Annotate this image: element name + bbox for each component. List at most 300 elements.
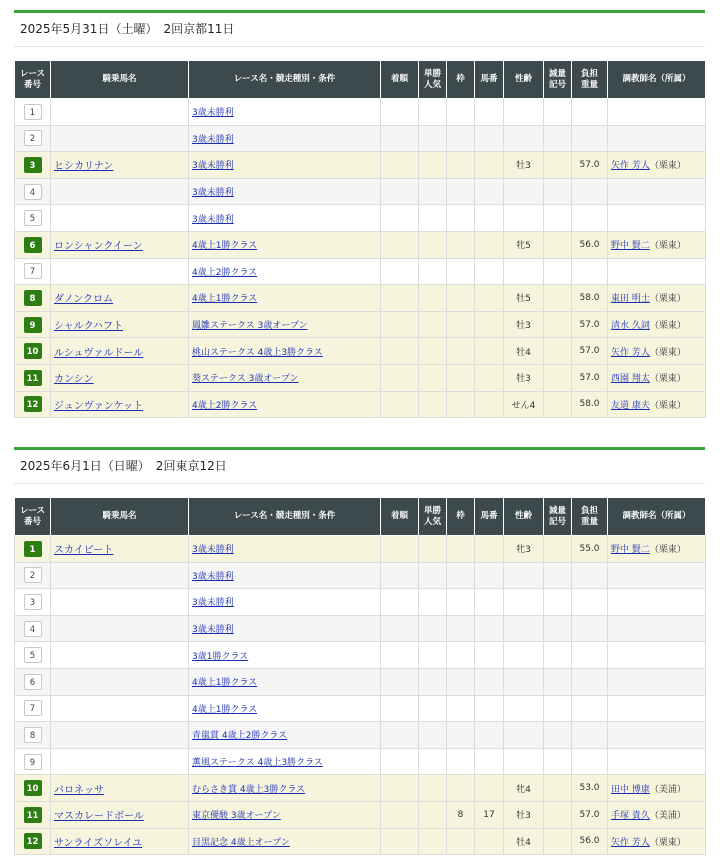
frame-number-cell	[447, 642, 475, 669]
trainer-name-link[interactable]: 田中 博康	[611, 784, 650, 795]
carried-weight-cell	[572, 668, 608, 695]
race-name-link[interactable]: 3歳未勝利	[192, 108, 234, 119]
finish-position-cell	[381, 801, 419, 828]
trainer-stable: （美浦）	[649, 811, 686, 822]
sex-age-cell: 牡4	[504, 338, 544, 365]
horse-name-link[interactable]: カンシン	[54, 374, 94, 386]
race-name-cell	[189, 391, 381, 418]
weight-reduction-cell	[544, 99, 572, 126]
trainer-cell	[608, 338, 706, 365]
win-popularity-cell	[419, 695, 447, 722]
finish-position-cell	[381, 536, 419, 563]
weight-reduction-cell	[544, 285, 572, 312]
header-horse-name: 騎乗馬名	[51, 61, 189, 99]
trainer-cell	[608, 178, 706, 205]
race-number-cell	[15, 801, 51, 828]
race-number-badge: 12	[24, 396, 42, 412]
carried-weight-cell	[572, 99, 608, 126]
race-number-cell	[15, 562, 51, 589]
race-number-badge: 10	[24, 780, 42, 796]
race-number-cell	[15, 178, 51, 205]
frame-number-cell	[447, 178, 475, 205]
race-number-cell	[15, 642, 51, 669]
race-number-cell	[15, 338, 51, 365]
horse-name-cell	[51, 125, 189, 152]
frame-number-cell	[447, 562, 475, 589]
weight-reduction-cell	[544, 338, 572, 365]
table-header-row	[15, 498, 706, 536]
horse-number-cell	[475, 668, 504, 695]
frame-number-cell	[447, 338, 475, 365]
horse-name-cell	[51, 642, 189, 669]
carried-weight-cell: 53.0	[572, 775, 608, 802]
horse-number-cell	[475, 391, 504, 418]
race-name-cell	[189, 338, 381, 365]
table-row	[15, 536, 706, 563]
sex-age-cell	[504, 178, 544, 205]
win-popularity-cell	[419, 391, 447, 418]
race-number-cell	[15, 615, 51, 642]
trainer-name-link[interactable]: 矢作 芳人	[611, 837, 650, 848]
horse-number-cell	[475, 722, 504, 749]
weight-reduction-cell	[544, 722, 572, 749]
horse-number-cell	[475, 311, 504, 338]
race-number-cell	[15, 152, 51, 179]
race-number-badge: 1	[24, 104, 42, 120]
win-popularity-cell	[419, 152, 447, 179]
weight-reduction-cell	[544, 178, 572, 205]
race-name-link[interactable]: 3歳未勝利	[192, 134, 234, 145]
race-name-link[interactable]: 3歳未勝利	[192, 625, 234, 636]
sex-age-cell: 牡3	[504, 801, 544, 828]
finish-position-cell	[381, 615, 419, 642]
horse-name-link[interactable]: ジュンヴァンケット	[54, 400, 143, 412]
horse-name-cell	[51, 589, 189, 616]
race-name-cell	[189, 615, 381, 642]
horse-name-cell	[51, 152, 189, 179]
frame-number-cell	[447, 748, 475, 775]
table-row	[15, 695, 706, 722]
header-sex-age: 性齢	[504, 61, 544, 99]
sex-age-cell: 牡3	[504, 311, 544, 338]
horse-number-cell	[475, 642, 504, 669]
finish-position-cell	[381, 695, 419, 722]
finish-position-cell	[381, 125, 419, 152]
table-row	[15, 801, 706, 828]
weight-reduction-cell	[544, 311, 572, 338]
horse-name-link[interactable]: サンライズソレイユ	[54, 837, 143, 849]
race-number-badge: 6	[24, 237, 42, 253]
header-horse-number: 馬番	[475, 498, 504, 536]
carried-weight-cell: 55.0	[572, 536, 608, 563]
table-row	[15, 311, 706, 338]
sex-age-cell	[504, 205, 544, 232]
race-name-link[interactable]: 3歳1勝クラス	[192, 651, 249, 662]
race-name-link[interactable]: 3歳未勝利	[192, 598, 234, 609]
header-trainer: 調教師名（所属）	[608, 61, 706, 99]
finish-position-cell	[381, 178, 419, 205]
horse-number-cell	[475, 695, 504, 722]
horse-name-link[interactable]: ダノンクロム	[54, 294, 114, 306]
trainer-name-link[interactable]: 清水 久詞	[611, 321, 650, 332]
trainer-stable: （栗東）	[649, 374, 686, 385]
carried-weight-cell	[572, 589, 608, 616]
race-name-cell	[189, 722, 381, 749]
horse-name-cell	[51, 562, 189, 589]
horse-name-cell	[51, 748, 189, 775]
race-number-badge: 8	[24, 290, 42, 306]
race-name-link[interactable]: 4歳上2勝クラス	[192, 267, 258, 278]
trainer-cell	[608, 615, 706, 642]
header-race-name: レース名・競走種別・条件	[189, 498, 381, 536]
table-row	[15, 99, 706, 126]
carried-weight-cell: 56.0	[572, 231, 608, 258]
weight-reduction-cell	[544, 231, 572, 258]
header-popularity: 単勝 人気	[419, 61, 447, 99]
frame-number-cell	[447, 391, 475, 418]
finish-position-cell	[381, 562, 419, 589]
horse-number-cell	[475, 231, 504, 258]
win-popularity-cell	[419, 722, 447, 749]
trainer-cell	[608, 589, 706, 616]
weight-reduction-cell	[544, 615, 572, 642]
sex-age-cell: 牝4	[504, 775, 544, 802]
trainer-cell	[608, 695, 706, 722]
finish-position-cell	[381, 258, 419, 285]
horse-name-link[interactable]: ヒシカリナン	[54, 161, 114, 173]
header-race-name: レース名・競走種別・条件	[189, 61, 381, 99]
horse-name-cell	[51, 205, 189, 232]
frame-number-cell	[447, 536, 475, 563]
sex-age-cell: 牝5	[504, 231, 544, 258]
race-name-cell	[189, 642, 381, 669]
sex-age-cell: 牡4	[504, 828, 544, 855]
horse-number-cell	[475, 536, 504, 563]
carried-weight-cell: 57.0	[572, 152, 608, 179]
horse-name-cell	[51, 668, 189, 695]
table-row	[15, 642, 706, 669]
horse-name-link[interactable]: ルシュヴァルドール	[54, 347, 144, 359]
trainer-cell	[608, 391, 706, 418]
carried-weight-cell: 58.0	[572, 285, 608, 312]
frame-number-cell	[447, 615, 475, 642]
horse-number-cell	[475, 589, 504, 616]
horse-number-cell	[475, 775, 504, 802]
trainer-stable: （栗東）	[649, 241, 686, 252]
horse-number-cell	[475, 152, 504, 179]
carried-weight-cell: 57.0	[572, 338, 608, 365]
win-popularity-cell	[419, 125, 447, 152]
section-title: 2025年6月1日（日曜） 2回東京12日	[14, 450, 705, 484]
horse-number-cell	[475, 364, 504, 391]
weight-reduction-cell	[544, 748, 572, 775]
horse-name-cell	[51, 231, 189, 258]
race-name-cell	[189, 178, 381, 205]
win-popularity-cell	[419, 642, 447, 669]
race-number-badge: 8	[24, 727, 42, 743]
race-number-badge: 9	[24, 317, 42, 333]
frame-number-cell	[447, 722, 475, 749]
horse-name-cell	[51, 775, 189, 802]
trainer-stable: （栗東）	[649, 400, 686, 411]
win-popularity-cell	[419, 311, 447, 338]
race-number-badge: 7	[24, 263, 42, 279]
race-name-link[interactable]: 薫風ステークス 4歳上3勝クラス	[192, 758, 323, 769]
race-number-badge: 4	[24, 621, 42, 637]
finish-position-cell	[381, 748, 419, 775]
race-name-link[interactable]: 4歳上1勝クラス	[192, 678, 258, 689]
race-name-link[interactable]: 3歳未勝利	[192, 161, 234, 172]
race-number-cell	[15, 748, 51, 775]
finish-position-cell	[381, 589, 419, 616]
weight-reduction-cell	[544, 125, 572, 152]
horse-number-cell	[475, 125, 504, 152]
race-name-link[interactable]: 3歳未勝利	[192, 545, 234, 556]
race-name-link[interactable]: 4歳上1勝クラス	[192, 704, 258, 715]
weight-reduction-cell	[544, 364, 572, 391]
trainer-stable: （栗東）	[649, 321, 686, 332]
weight-reduction-cell	[544, 536, 572, 563]
race-name-cell	[189, 125, 381, 152]
header-carried-weight: 負担 重量	[572, 61, 608, 99]
horse-name-link[interactable]: シャルクハフト	[54, 321, 123, 333]
table-row	[15, 562, 706, 589]
frame-number-cell	[447, 231, 475, 258]
section-title: 2025年5月31日（土曜） 2回京都11日	[14, 13, 705, 47]
carried-weight-cell: 57.0	[572, 311, 608, 338]
horse-name-cell	[51, 828, 189, 855]
horse-name-cell	[51, 99, 189, 126]
finish-position-cell	[381, 364, 419, 391]
race-name-link[interactable]: むらさき賞 4歳上3勝クラス	[192, 784, 306, 795]
race-number-badge: 9	[24, 754, 42, 770]
carried-weight-cell	[572, 178, 608, 205]
race-number-cell	[15, 258, 51, 285]
table-row	[15, 391, 706, 418]
carried-weight-cell	[572, 258, 608, 285]
win-popularity-cell	[419, 801, 447, 828]
header-horse-number: 馬番	[475, 61, 504, 99]
race-number-cell	[15, 668, 51, 695]
race-number-cell	[15, 205, 51, 232]
horse-name-link[interactable]: スカイピート	[54, 545, 114, 557]
trainer-cell	[608, 801, 706, 828]
win-popularity-cell	[419, 205, 447, 232]
sex-age-cell: 牡3	[504, 152, 544, 179]
header-race-number: レース 番号	[15, 61, 51, 99]
race-day-section-1	[14, 10, 705, 47]
weight-reduction-cell	[544, 828, 572, 855]
trainer-name-link[interactable]: 野中 賢二	[611, 241, 650, 252]
frame-number-cell	[447, 364, 475, 391]
win-popularity-cell	[419, 285, 447, 312]
race-name-cell	[189, 801, 381, 828]
race-name-link[interactable]: 3歳未勝利	[192, 571, 234, 582]
header-popularity: 単勝 人気	[419, 498, 447, 536]
horse-name-link[interactable]: ロンシャンクイーン	[54, 241, 143, 253]
weight-reduction-cell	[544, 801, 572, 828]
trainer-name-link[interactable]: 西園 翔太	[611, 374, 650, 385]
race-name-link[interactable]: 4歳上1勝クラス	[192, 241, 258, 252]
race-name-cell	[189, 536, 381, 563]
weight-reduction-cell	[544, 258, 572, 285]
finish-position-cell	[381, 642, 419, 669]
race-number-cell	[15, 391, 51, 418]
race-name-cell	[189, 562, 381, 589]
win-popularity-cell	[419, 231, 447, 258]
race-name-link[interactable]: 桃山ステークス 4歳上3勝クラス	[192, 347, 323, 358]
table-row	[15, 125, 706, 152]
horse-name-cell	[51, 364, 189, 391]
race-number-badge: 7	[24, 700, 42, 716]
race-name-link[interactable]: 4歳上2勝クラス	[192, 400, 258, 411]
horse-number-cell	[475, 205, 504, 232]
header-finish: 着順	[381, 61, 419, 99]
trainer-cell	[608, 152, 706, 179]
trainer-name-link[interactable]: 手塚 貴久	[611, 811, 650, 822]
horse-number-cell	[475, 178, 504, 205]
trainer-name-link[interactable]: 東田 明士	[611, 294, 650, 305]
horse-number-cell	[475, 285, 504, 312]
horse-name-cell	[51, 258, 189, 285]
carried-weight-cell: 56.0	[572, 828, 608, 855]
win-popularity-cell	[419, 258, 447, 285]
win-popularity-cell	[419, 748, 447, 775]
race-name-link[interactable]: 目黒記念 4歳上オープン	[192, 837, 290, 848]
sex-age-cell	[504, 99, 544, 126]
frame-number-cell	[447, 152, 475, 179]
race-number-badge: 11	[24, 807, 42, 823]
race-name-cell	[189, 668, 381, 695]
horse-name-cell	[51, 801, 189, 828]
race-name-cell	[189, 99, 381, 126]
table-row	[15, 338, 706, 365]
race-name-link[interactable]: 3歳未勝利	[192, 214, 234, 225]
frame-number-cell	[447, 99, 475, 126]
horse-name-link[interactable]: パロネッサ	[54, 784, 104, 796]
trainer-cell	[608, 125, 706, 152]
trainer-stable: （栗東）	[649, 294, 686, 305]
finish-position-cell	[381, 722, 419, 749]
trainer-cell	[608, 562, 706, 589]
race-name-link[interactable]: 鳳雛ステークス 3歳オープン	[192, 321, 308, 332]
weight-reduction-cell	[544, 668, 572, 695]
race-name-link[interactable]: 青嵐賞 4歳上2勝クラス	[192, 731, 288, 742]
finish-position-cell	[381, 205, 419, 232]
weight-reduction-cell	[544, 589, 572, 616]
table-row	[15, 178, 706, 205]
sex-age-cell: せん4	[504, 391, 544, 418]
race-name-cell	[189, 695, 381, 722]
trainer-cell	[608, 285, 706, 312]
race-name-link[interactable]: 4歳上1勝クラス	[192, 294, 258, 305]
finish-position-cell	[381, 668, 419, 695]
frame-number-cell	[447, 205, 475, 232]
race-table	[14, 60, 706, 418]
win-popularity-cell	[419, 536, 447, 563]
race-number-badge: 5	[24, 210, 42, 226]
race-name-cell	[189, 152, 381, 179]
race-name-cell	[189, 364, 381, 391]
finish-position-cell	[381, 311, 419, 338]
frame-number-cell	[447, 258, 475, 285]
race-number-cell	[15, 364, 51, 391]
horse-number-cell	[475, 258, 504, 285]
trainer-cell	[608, 99, 706, 126]
trainer-cell	[608, 642, 706, 669]
table-row	[15, 205, 706, 232]
race-day-section-2	[14, 447, 705, 484]
frame-number-cell	[447, 285, 475, 312]
race-name-cell	[189, 828, 381, 855]
win-popularity-cell	[419, 668, 447, 695]
sex-age-cell: 牝3	[504, 536, 544, 563]
trainer-name-link[interactable]: 矢作 芳人	[611, 347, 650, 358]
trainer-cell	[608, 828, 706, 855]
horse-name-cell	[51, 695, 189, 722]
race-name-link[interactable]: 3歳未勝利	[192, 188, 234, 199]
finish-position-cell	[381, 775, 419, 802]
table-row	[15, 828, 706, 855]
table-row	[15, 231, 706, 258]
race-name-link[interactable]: 東京優駿 3歳オープン	[192, 811, 281, 822]
race-number-cell	[15, 828, 51, 855]
weight-reduction-cell	[544, 642, 572, 669]
table-row	[15, 589, 706, 616]
header-sex-age: 性齢	[504, 498, 544, 536]
horse-name-link[interactable]: マスカレードボール	[54, 811, 144, 823]
finish-position-cell	[381, 152, 419, 179]
header-weight-reduction: 減量 記号	[544, 498, 572, 536]
sex-age-cell	[504, 125, 544, 152]
trainer-name-link[interactable]: 矢作 芳人	[611, 161, 650, 172]
race-number-badge: 1	[24, 541, 42, 557]
weight-reduction-cell	[544, 695, 572, 722]
frame-number-cell	[447, 775, 475, 802]
header-frame: 枠	[447, 498, 475, 536]
trainer-cell	[608, 668, 706, 695]
race-number-badge: 3	[24, 157, 42, 173]
horse-number-cell	[475, 615, 504, 642]
sex-age-cell	[504, 562, 544, 589]
finish-position-cell	[381, 285, 419, 312]
win-popularity-cell	[419, 364, 447, 391]
frame-number-cell	[447, 695, 475, 722]
win-popularity-cell	[419, 562, 447, 589]
carried-weight-cell	[572, 642, 608, 669]
table-row	[15, 668, 706, 695]
table-row	[15, 152, 706, 179]
race-name-link[interactable]: 葵ステークス 3歳オープン	[192, 374, 299, 385]
horse-name-cell	[51, 722, 189, 749]
trainer-name-link[interactable]: 野中 賢二	[611, 545, 650, 556]
table-row	[15, 364, 706, 391]
carried-weight-cell: 57.0	[572, 364, 608, 391]
frame-number-cell	[447, 668, 475, 695]
weight-reduction-cell	[544, 205, 572, 232]
table-row	[15, 285, 706, 312]
sex-age-cell: 牡5	[504, 285, 544, 312]
weight-reduction-cell	[544, 562, 572, 589]
trainer-name-link[interactable]: 友道 康夫	[611, 400, 650, 411]
trainer-stable: （美浦）	[649, 784, 686, 795]
race-name-cell	[189, 205, 381, 232]
carried-weight-cell	[572, 695, 608, 722]
sex-age-cell	[504, 748, 544, 775]
race-number-badge: 3	[24, 594, 42, 610]
finish-position-cell	[381, 391, 419, 418]
win-popularity-cell	[419, 589, 447, 616]
